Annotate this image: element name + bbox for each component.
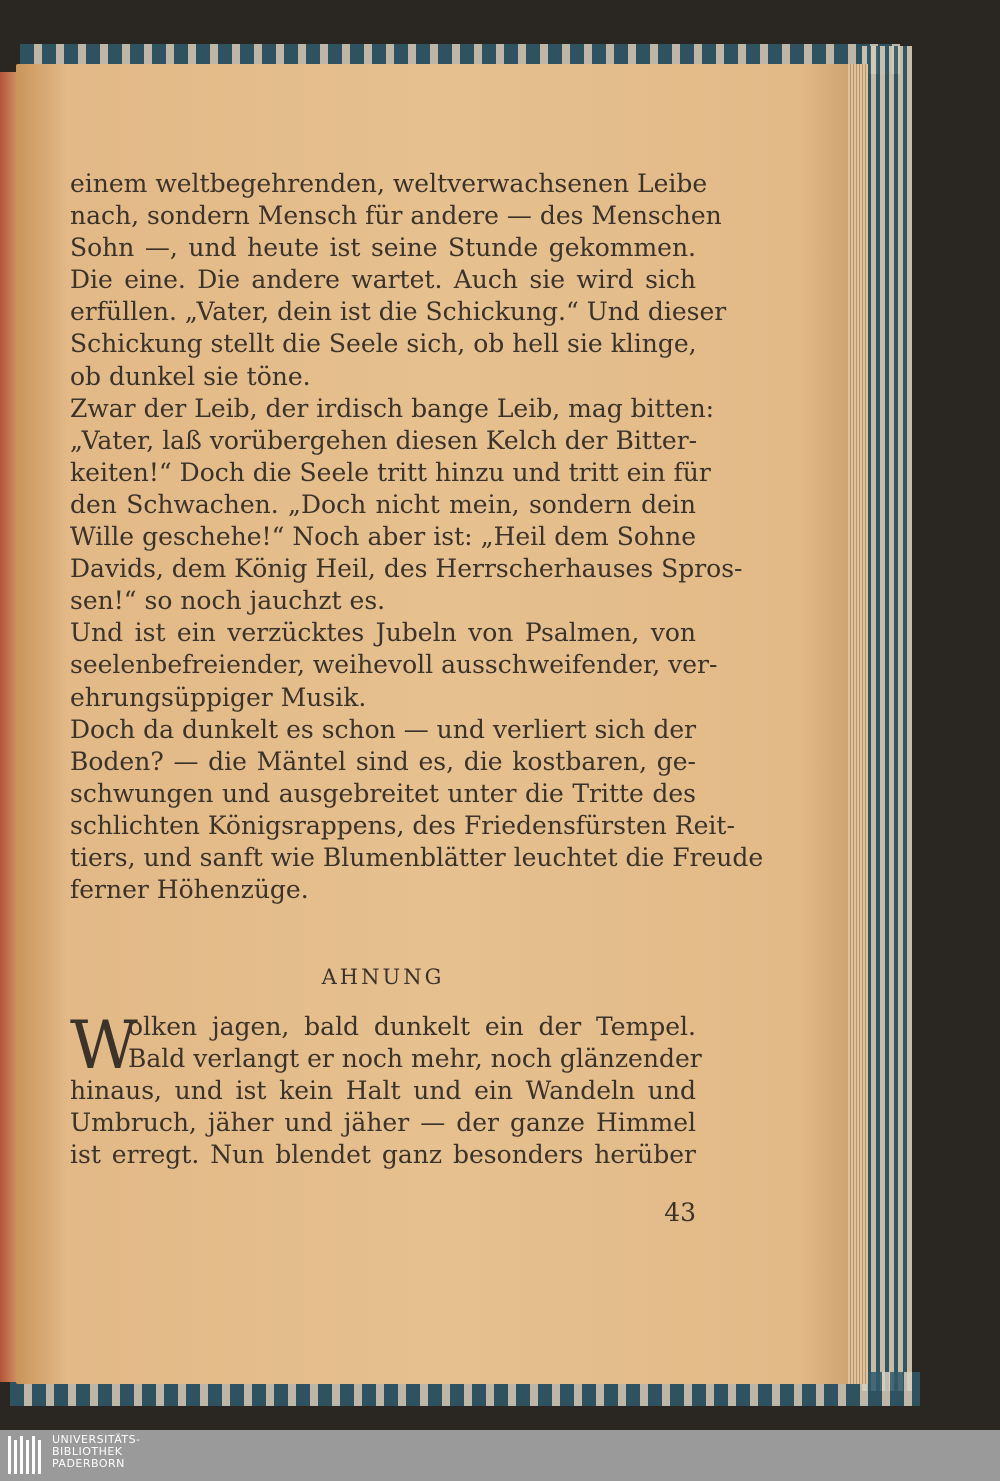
section-heading: AHNUNG bbox=[321, 965, 445, 989]
text-line: Boden? — die Mäntel sind es, die kostbaren, ge- bbox=[70, 746, 696, 776]
text-line: ist erregt. Nun blendet ganz besonders herüber bbox=[70, 1140, 696, 1170]
text-line: seelenbefreiender, weihevoll ausschweifender, ver- bbox=[70, 650, 718, 680]
text-line: Bald verlangt er noch mehr, noch glänzender bbox=[128, 1044, 702, 1074]
library-name-line: UNIVERSITÄTS- bbox=[52, 1433, 141, 1446]
text-line: tiers, und sanft wie Blumenblätter leuchtet die Freude bbox=[70, 842, 764, 872]
library-footer bbox=[0, 1430, 1000, 1481]
text-line: nach, sondern Mensch für andere — des Menschen bbox=[70, 201, 722, 231]
text-line: ob dunkel sie töne. bbox=[70, 361, 311, 391]
book-cover-right-edge bbox=[862, 46, 912, 1391]
text-line: hinaus, und ist kein Halt und ein Wandeln und bbox=[70, 1076, 696, 1106]
text-line: schlichten Königsrappens, des Friedensfürsten Reit- bbox=[70, 810, 735, 840]
page-stack-edges bbox=[848, 64, 868, 1384]
text-line: einem weltbegehrenden, weltverwachsenen Leibe bbox=[70, 169, 708, 198]
text-line: sen!“ so noch jauchzt es. bbox=[70, 586, 386, 616]
text-line: Schickung stellt die Seele sich, ob hell sie klinge, bbox=[70, 329, 697, 359]
section-text bbox=[70, 1007, 702, 1171]
text-line: Zwar der Leib, der irdisch bange Leib, mag bitten: bbox=[70, 393, 715, 423]
text-line: Umbruch, jäher und jäher — der ganze Himmel bbox=[70, 1108, 696, 1138]
library-logo-icon bbox=[6, 1434, 46, 1478]
text-line: Die eine. Die andere wartet. Auch sie wird sich bbox=[70, 265, 696, 295]
text-line: erfüllen. „Vater, dein ist die Schickung.“ Und dieser bbox=[70, 297, 727, 327]
text-line: Und ist ein verzücktes Jubeln von Psalmen, von bbox=[70, 618, 696, 648]
text-line: Davids, dem König Heil, des Herrscherhauses Spros- bbox=[70, 554, 743, 584]
library-name bbox=[52, 1434, 141, 1470]
text-line: „Vater, laß vorübergehen diesen Kelch der Bitter- bbox=[70, 425, 698, 455]
text-line: Wille geschehe!“ Noch aber ist: „Heil dem Sohne bbox=[70, 522, 696, 552]
drop-cap: W bbox=[70, 1007, 138, 1084]
text-line: den Schwachen. „Doch nicht mein, sondern dein bbox=[70, 489, 696, 519]
text-line: schwungen und ausgebreitet unter die Tritte des bbox=[70, 778, 696, 808]
text-line: ehrungsüppiger Musik. bbox=[70, 682, 367, 712]
text-line: Doch da dunkelt es schon — und verliert sich der bbox=[70, 714, 697, 744]
text-line: keiten!“ Doch die Seele tritt hinzu und tritt ein für bbox=[70, 457, 711, 487]
library-name-line: PADERBORN bbox=[52, 1457, 125, 1470]
text-line: olken jagen, bald dunkelt ein der Tempel. bbox=[128, 1012, 696, 1041]
library-name-line: BIBLIOTHEK bbox=[52, 1445, 123, 1458]
text-line: Sohn —, und heute ist seine Stunde gekommen. bbox=[70, 233, 696, 263]
page-number: 43 bbox=[664, 1198, 696, 1227]
body-text bbox=[70, 168, 764, 906]
text-line: ferner Höhenzüge. bbox=[70, 875, 309, 905]
